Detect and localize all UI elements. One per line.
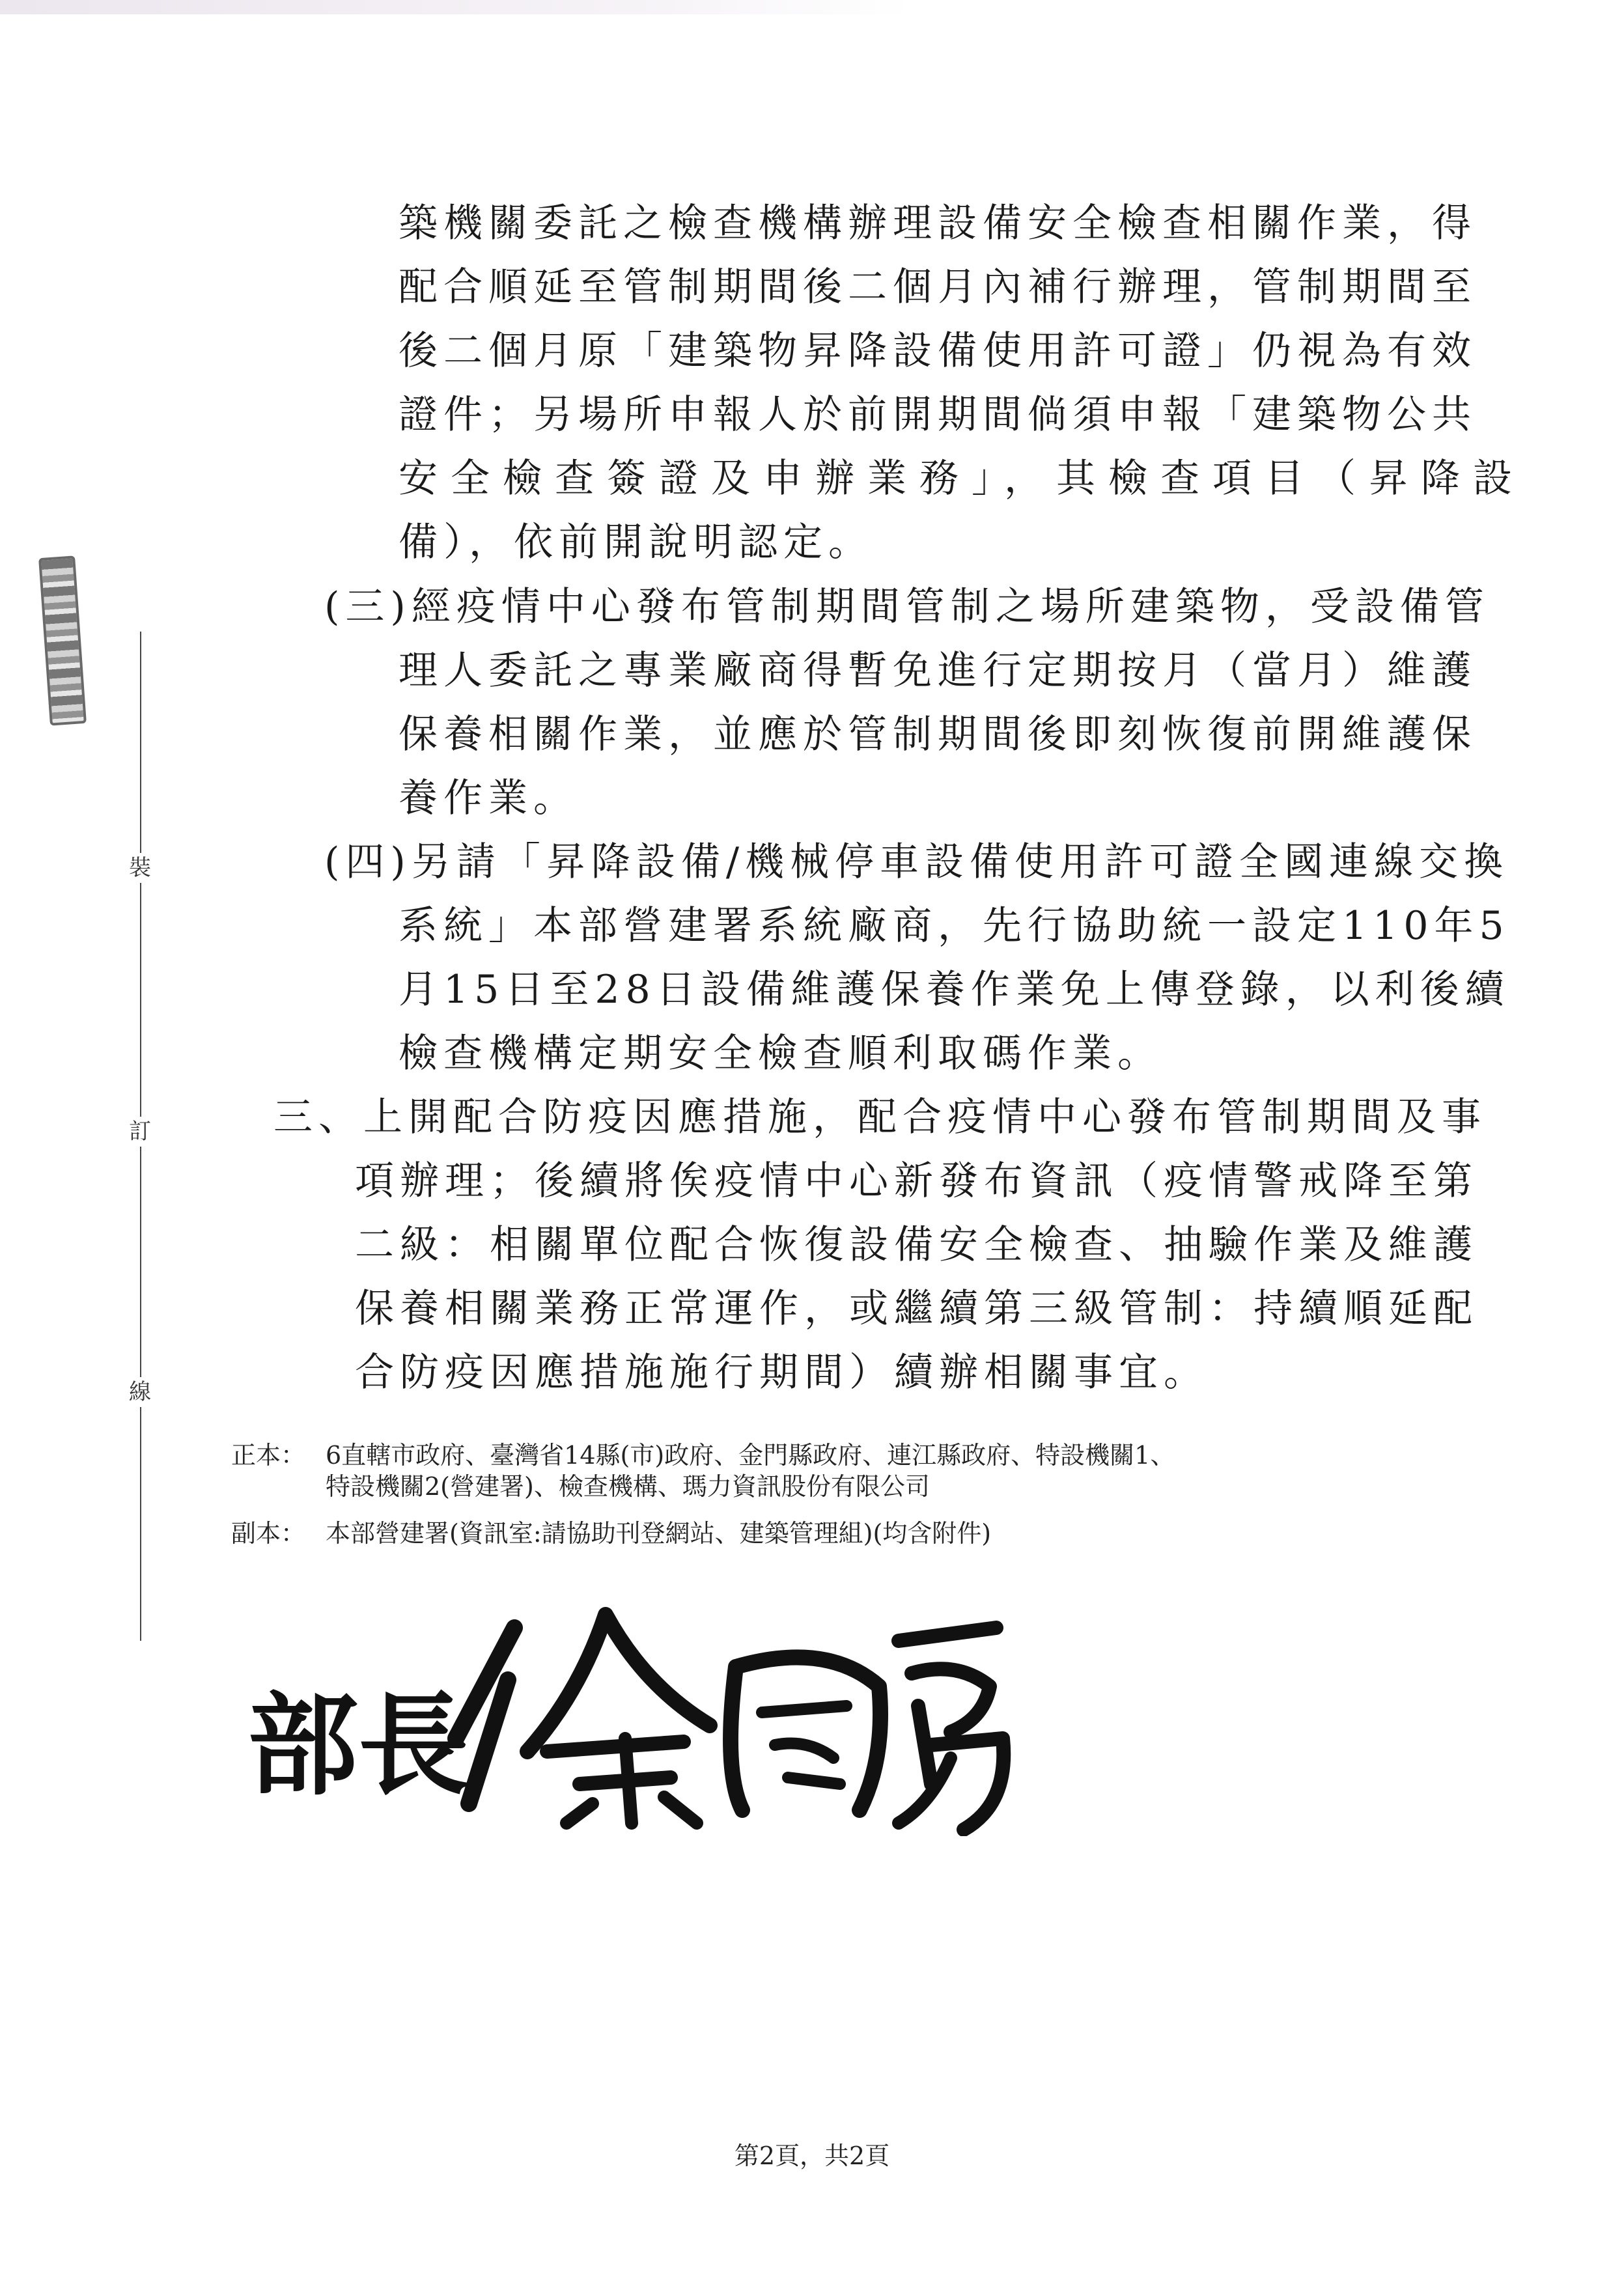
- body-line: 證件；另場所申報人於前開期間倘須申報「建築物公共: [399, 392, 1477, 438]
- body-line: 系統」本部營建署系統廠商，先行協助統一設定110年5: [399, 903, 1510, 949]
- subsection-three: (三)經疫情中心發布管制期間管制之場所建築物，受設備管: [324, 584, 1490, 630]
- scan-edge-shade: [0, 0, 912, 14]
- copy-recipients-text: 本部營建署(資訊室:請協助刊登網站、建築管理組)(均含附件): [326, 1519, 992, 1548]
- binding-mark-zhuang: 裝: [125, 853, 155, 883]
- page-number: 第2頁，共2頁: [734, 2142, 890, 2170]
- section-three: 三、上開配合防疫因應措施，配合疫情中心發布管制期間及事: [273, 1095, 1487, 1140]
- body-line: 項辦理；後續將俟疫情中心新發布資訊（疫情警戒降至第: [355, 1158, 1478, 1204]
- body-line: 後二個月原「建築物昇降設備使用許可證」仍視為有效: [399, 328, 1477, 374]
- body-line: 備），依前開說明認定。: [399, 520, 873, 565]
- signature-name-strokes: [456, 1615, 1003, 1830]
- body-line: 保養相關業務正常運作，或繼續第三級管制：持續順延配: [355, 1286, 1478, 1332]
- body-line: 築機關委託之檢查機構辦理設備安全檢查相關作業，得: [399, 201, 1477, 246]
- signature-title: 部長: [247, 1681, 469, 1811]
- body-line: 二級：相關單位配合恢復設備安全檢查、抽驗作業及維護: [355, 1222, 1478, 1268]
- body-line: 保養相關作業，並應於管制期間後即刻恢復前開維護保: [399, 712, 1477, 757]
- body-line: 月15日至28日設備維護保養作業免上傳登錄，以利後續: [399, 967, 1510, 1012]
- binding-mark-ding: 訂: [125, 1117, 155, 1147]
- original-recipients-label: 正本：: [231, 1441, 306, 1470]
- body-line: 檢查機構定期安全檢查順利取碼作業。: [399, 1031, 1162, 1076]
- body-line: 理人委託之專業廠商得暫免進行定期按月（當月）維護: [399, 648, 1477, 693]
- body-line: 配合順延至管制期間後二個月內補行辦理，管制期間至: [399, 264, 1477, 310]
- body-line: 合防疫因應措施施行期間）續辦相關事宜。: [355, 1350, 1209, 1395]
- binding-mark-xian: 線: [125, 1377, 155, 1407]
- body-line: 養作業。: [399, 775, 578, 821]
- original-recipients-line: 特設機關2(營建署)、檢查機構、瑪力資訊股份有限公司: [326, 1472, 930, 1501]
- side-seal-stamp: [38, 555, 87, 725]
- minister-signature: [241, 1589, 1022, 1836]
- copy-recipients-label: 副本：: [231, 1519, 306, 1548]
- original-recipients-line: 6直轄市政府、臺灣省14縣(市)政府、金門縣政府、連江縣政府、特設機關1、: [326, 1441, 1175, 1470]
- subsection-four: (四)另請「昇降設備/機械停車設備使用許可證全國連線交換: [324, 839, 1509, 885]
- body-line: 安全檢查簽證及申辦業務」，其檢查項目（昇降設: [399, 456, 1525, 501]
